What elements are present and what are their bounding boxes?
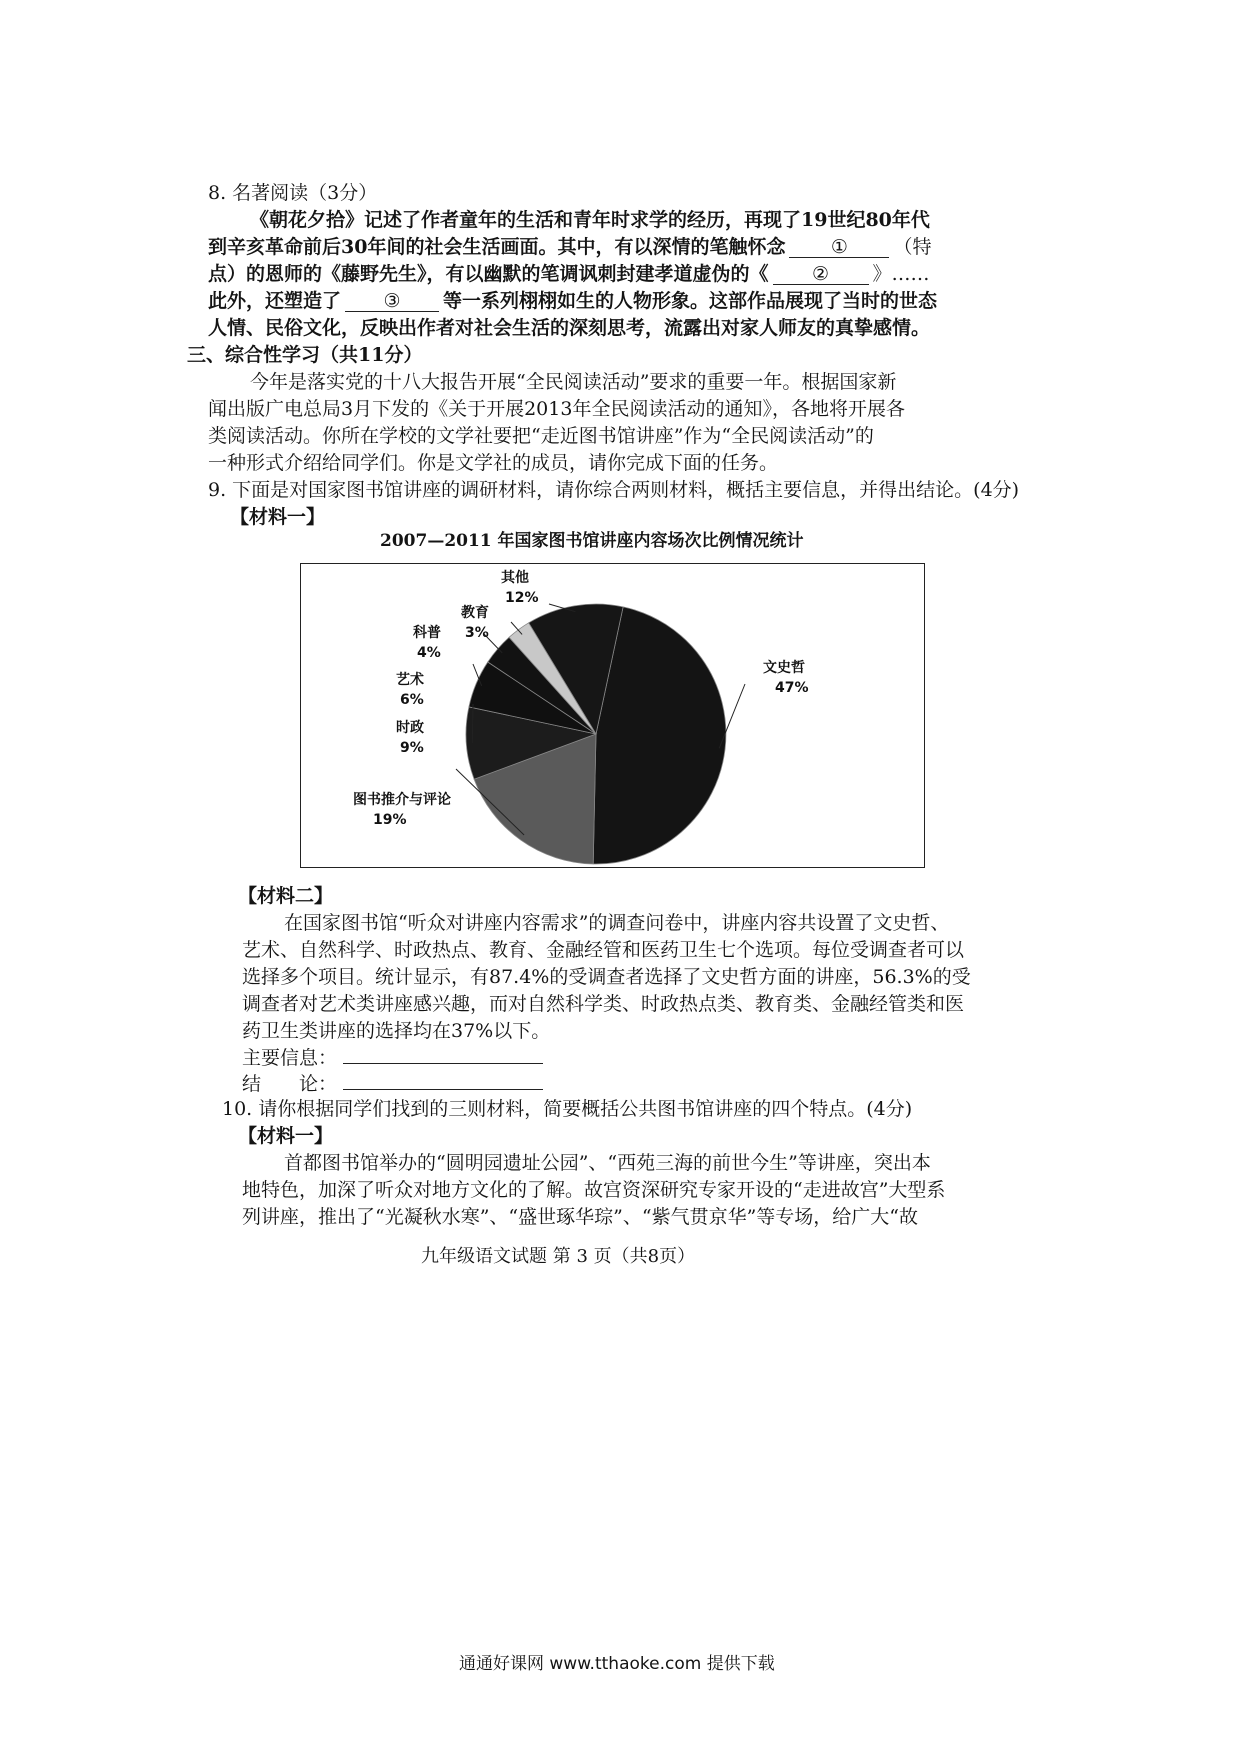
slice-name-label-5: 科普: [413, 625, 441, 641]
q10-material-1-line-3: 列讲座，推出了“光凝秋水寒”、“盛世琢华琮”、“紫气贯京华”等专场，给广大“故: [242, 1206, 918, 1228]
slice-percent-label-1: 47%: [775, 680, 809, 696]
q9-material-2-line-2: 艺术、自然科学、时政热点、教育、金融经管和医药卫生七个选项。每位受调查者可以: [242, 939, 965, 961]
leader-line-3: [472, 704, 473, 743]
slice-percent-label-6: 3%: [465, 625, 489, 641]
slice-name-label-4: 艺术: [396, 672, 424, 688]
main-info-answer-line[interactable]: [343, 1045, 543, 1064]
q8-line-3-text: 点）的恩师的《藤野先生》，有以幽默的笔调讽刺封建孝道虚伪的《: [208, 263, 769, 285]
q10-title: 10. 请你根据同学们找到的三则材料，简要概括公共图书馆讲座的四个特点。(4分): [222, 1098, 913, 1120]
blank-3: ③: [345, 291, 439, 312]
section-3-para-4: 一种形式介绍给同学们。你是文学社的成员，请你完成下面的任务。: [208, 452, 779, 474]
q9-title: 9. 下面是对国家图书馆讲座的调研材料，请你综合两则材料，概括主要信息，并得出结论。(4分): [208, 479, 1020, 501]
slice-percent-label-5: 4%: [417, 645, 441, 661]
slice-percent-label-2: 19%: [373, 812, 407, 828]
q9-material-2-label: 【材料二】: [238, 885, 334, 907]
q9-material-1-label: 【材料一】: [230, 506, 326, 528]
section-3-para-2: 闻出版广电总局3月下发的《关于开展2013年全民阅读活动的通知》，各地将开展各: [208, 398, 905, 420]
q9-material-2-line-1: 在国家图书馆“听众对讲座内容需求”的调查问卷中，讲座内容共设置了文史哲、: [284, 912, 950, 934]
download-note: 通通好课网 www.tthaoke.com 提供下载: [459, 1654, 775, 1674]
q8-line-2: [208, 235, 931, 259]
q8-line-1: 《朝花夕拾》记述了作者童年的生活和青年时求学的经历，再现了19世纪80年代: [250, 209, 930, 231]
slice-percent-label-4: 6%: [400, 692, 424, 708]
q8-line-4: [208, 289, 937, 313]
blank-2: ②: [773, 264, 869, 285]
section-3-para-3: 类阅读活动。你所在学校的文学社要把“走近图书馆讲座”作为“全民阅读活动”的: [208, 425, 874, 447]
q10-material-1-line-2: 地特色，加深了听众对地方文化的了解。故宫资深研究专家开设的“走进故宫”大型系: [242, 1179, 946, 1201]
q8-title: 8. 名著阅读（3分）: [208, 182, 378, 204]
slice-name-label-1: 文史哲: [763, 660, 805, 676]
page-footer: 九年级语文试题 第 3 页（共8页）: [421, 1246, 696, 1267]
q8-line-4-end: 等一系列栩栩如生的人物形象。这部作品展现了当时的世态: [443, 290, 938, 312]
slice-name-label-7: 其他: [501, 570, 529, 586]
slice-percent-label-7: 12%: [505, 590, 539, 606]
q9-material-2-line-4: 调查者对艺术类讲座感兴趣，而对自然科学类、时政热点类、教育类、金融经管类和医: [242, 993, 965, 1015]
q8-line-2-end: （特: [893, 236, 932, 258]
q9-material-2-line-3: 选择多个项目。统计显示，有87.4%的受调查者选择了文史哲方面的讲座，56.3%的受: [242, 966, 971, 988]
pie-chart: [301, 564, 926, 869]
q8-line-2-text: 到辛亥革命前后30年间的社会生活画面。其中，有以深情的笔触怀念: [208, 236, 786, 258]
q8-line-5: 人情、民俗文化，反映出作者对社会生活的深刻思考，流露出对家人师友的真挚感情。: [208, 317, 931, 339]
main-info-label: 主要信息：: [242, 1047, 338, 1069]
chart-title: 2007—2011 年国家图书馆讲座内容场次比例情况统计: [380, 531, 804, 551]
conclusion-label: 结 论：: [242, 1073, 338, 1095]
slice-name-label-3: 时政: [396, 720, 424, 736]
q9-material-2-line-5: 药卫生类讲座的选择均在37%以下。: [242, 1020, 551, 1042]
slice-name-label-6: 教育: [461, 605, 489, 621]
section-3-title: 三、综合性学习（共11分）: [187, 344, 423, 366]
section-3-para-1: 今年是落实党的十八大报告开展“全民阅读活动”要求的重要一年。根据国家新: [250, 371, 897, 393]
conclusion-row: [242, 1071, 543, 1096]
blank-1: ①: [789, 237, 889, 258]
conclusion-answer-line[interactable]: [343, 1071, 543, 1090]
q8-line-3: [208, 262, 930, 286]
slice-name-label-2: 图书推介与评论: [353, 792, 451, 808]
q8-line-3-end: 》……: [872, 263, 930, 285]
q10-material-1-line-1: 首都图书馆举办的“圆明园遗址公园”、“西苑三海的前世今生”等讲座，突出本: [284, 1152, 931, 1174]
main-info-row: [242, 1045, 543, 1070]
pie-chart-frame: [300, 563, 925, 868]
slice-percent-label-3: 9%: [400, 740, 424, 756]
q8-line-4-text: 此外，还塑造了: [208, 290, 342, 312]
q10-material-1-label: 【材料一】: [238, 1125, 334, 1147]
